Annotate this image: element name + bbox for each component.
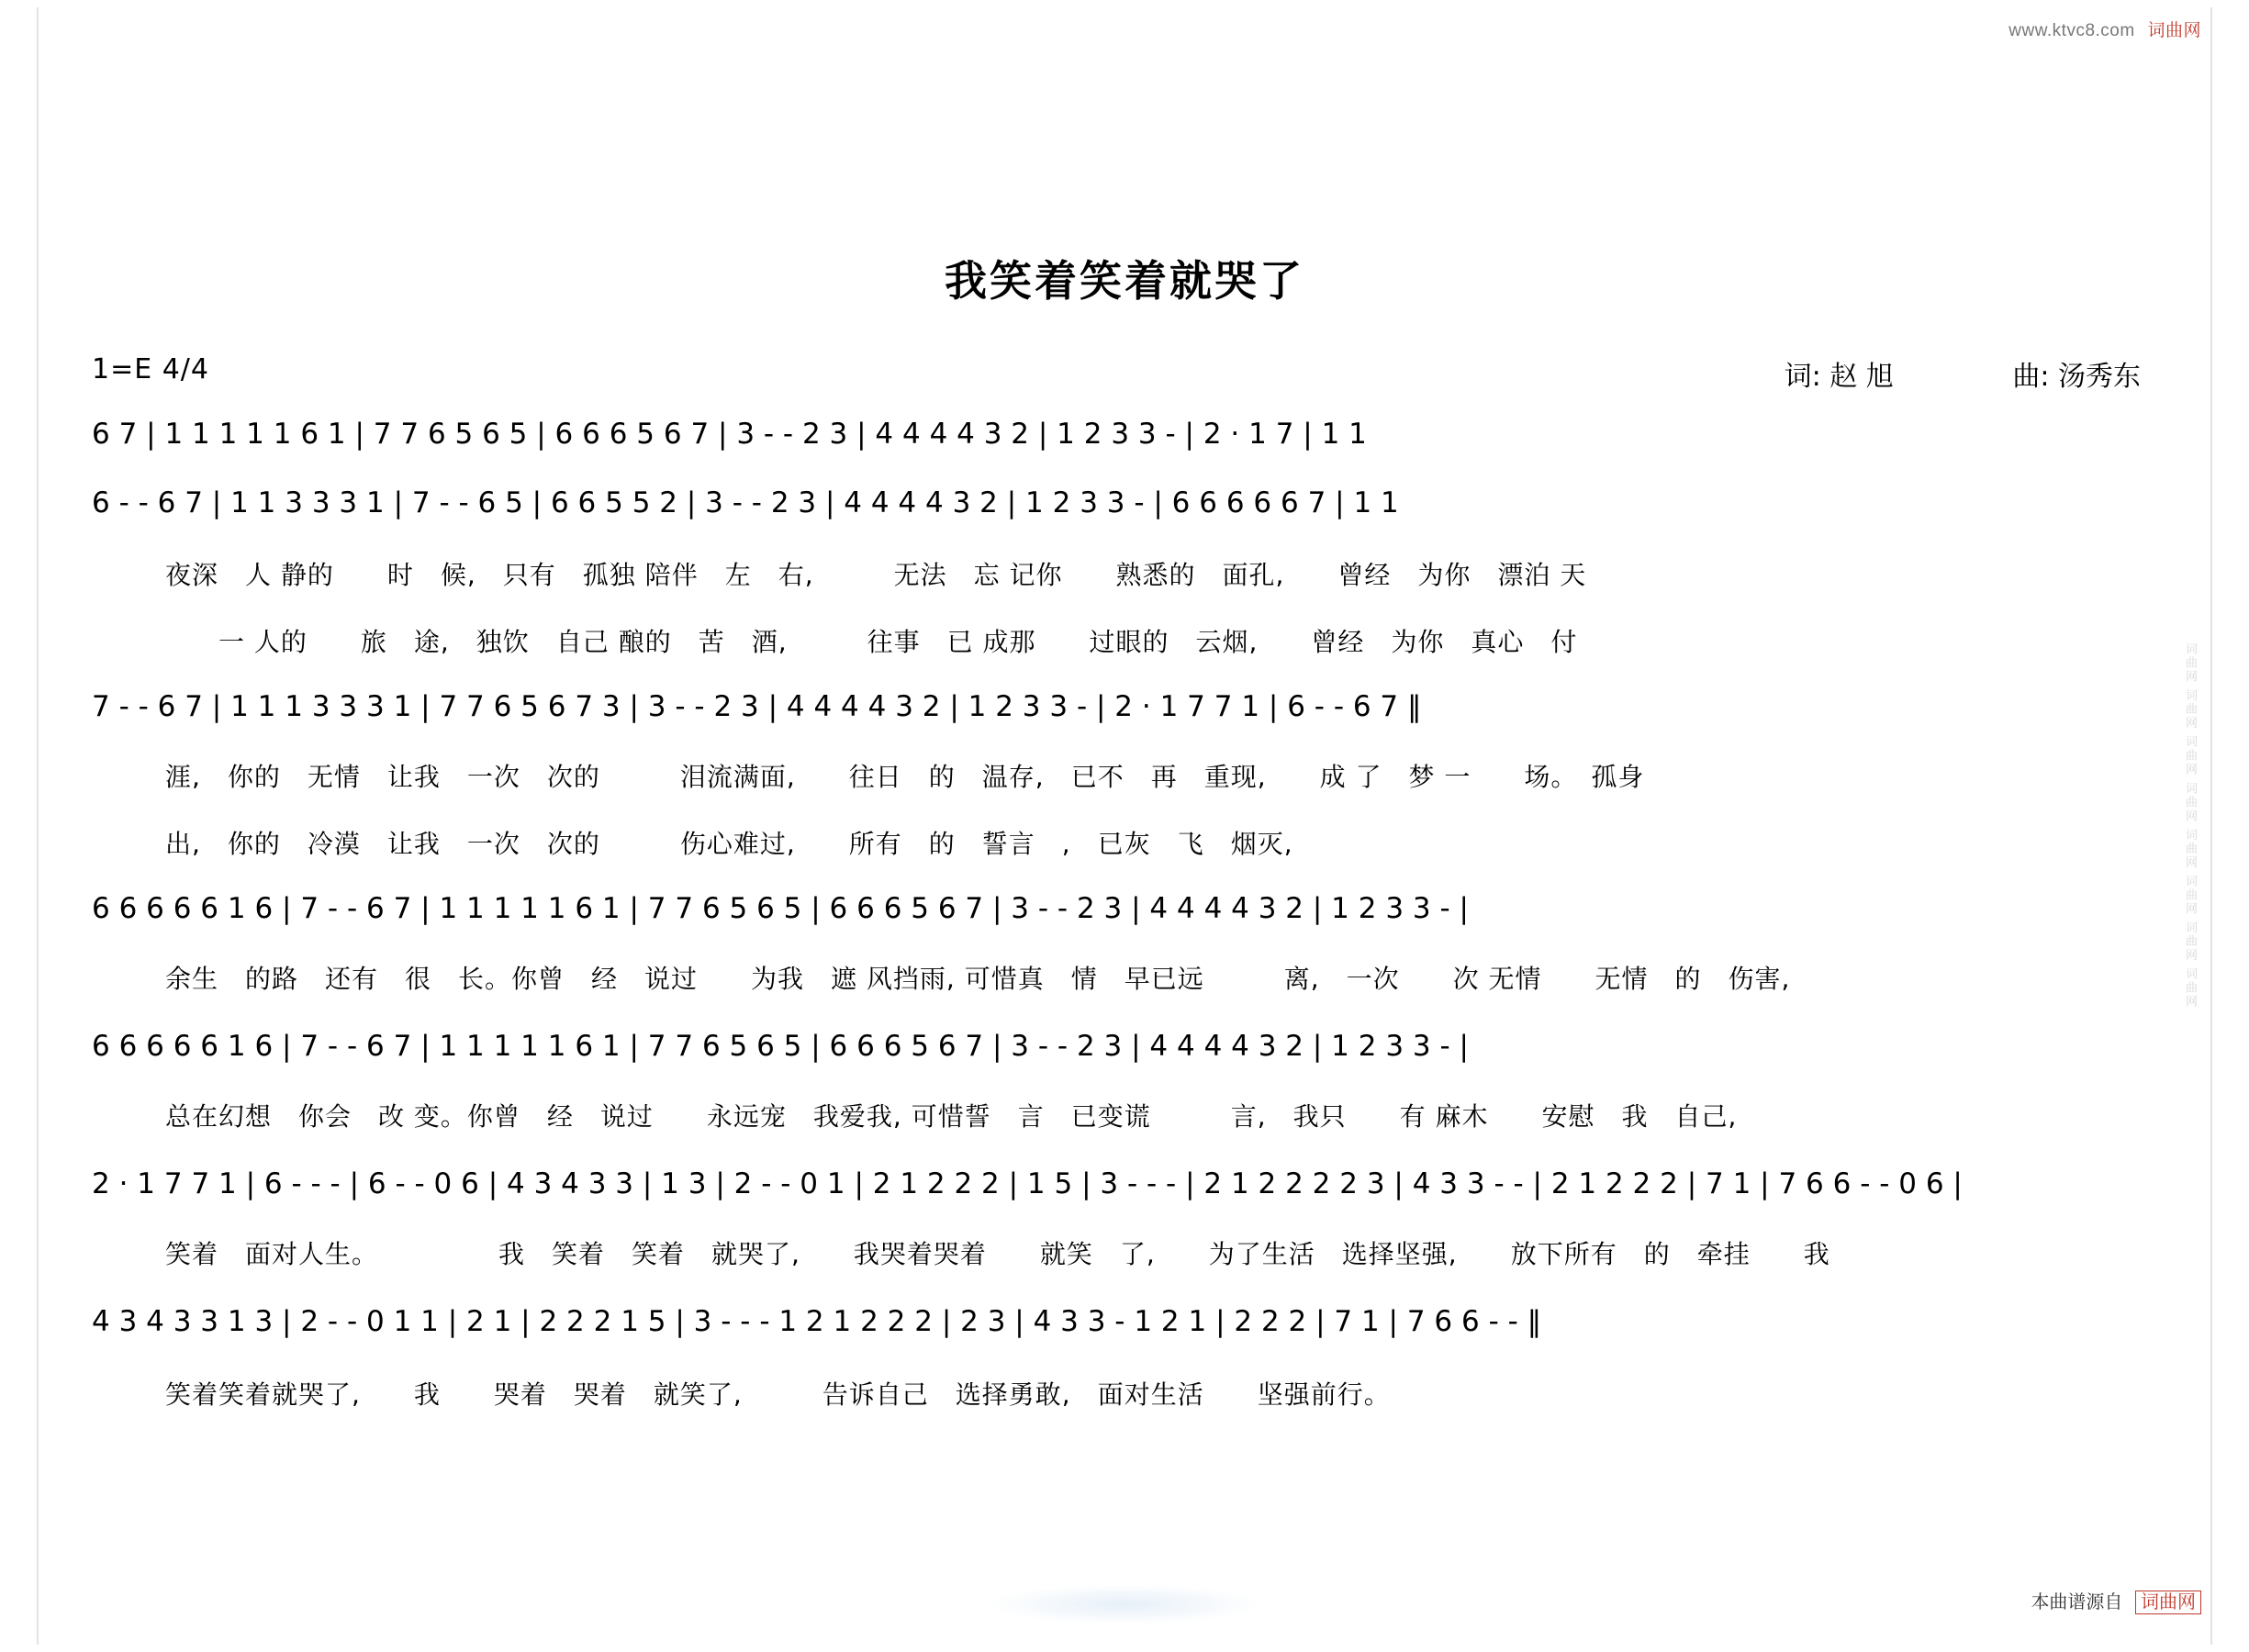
notation-line-3: 7 - - 6 7 | 1 1 1 3 3 3 1 | 7 7 6 5 6 7 3 | 3 - - 2 3 | 4 4 4 4 3 2 | 1 2 3 3 - | 2 · 1 7 7 1 | 6 - - 6 7 ‖	[92, 690, 1422, 723]
lyric-line-4: 出, 你的 冷漠 让我 一次 次的 伤心难过, 所有 的 誓言 , 已灰 飞 烟灭,	[165, 829, 1293, 859]
composer-credit: 曲: 汤秀东	[2012, 361, 2141, 393]
source-site-badge: 词曲网	[2135, 1591, 2201, 1614]
lyric-line-6: 总在幻想 你会 改 变。你曾 经 说过 永远宠 我爱我, 可惜誓 言 已变谎 言, 我只 有 麻木 安慰 我 自己,	[165, 1101, 1738, 1132]
key-signature: 1=E 4/4	[92, 353, 209, 385]
source-footer	[2031, 1587, 2201, 1613]
background-logo	[987, 1584, 1262, 1624]
source-label: 本曲谱源自	[2031, 1592, 2123, 1613]
lyric-line-7: 笑着 面对人生。 我 笑着 笑着 就哭了, 我哭着哭着 就笑 了, 为了生活 选择坚强, 放下所有 的 牵挂 我	[165, 1239, 1830, 1269]
lyric-line-5: 余生 的路 还有 很 长。你曾 经 说过 为我 遮 风挡雨, 可惜真 情 早已远 离, 一次 次 无情 无情 的 伤害,	[165, 964, 1791, 994]
site-name-cn: 词曲网	[2147, 21, 2201, 40]
lyric-line-8: 笑着笑着就哭了, 我 哭着 哭着 就笑了, 告诉自己 选择勇敢, 面对生活 坚强前行。	[165, 1379, 1391, 1410]
notation-line-1: 6 7 | 1 1 1 1 1 6 1 | 7 7 6 5 6 5 | 6 6 6 5 6 7 | 3 - - 2 3 | 4 4 4 4 3 2 | 1 2 3 3 - | 2 · 1 7 | 1 1	[92, 418, 1367, 451]
notation-line-7: 4 3 4 3 3 1 3 | 2 - - 0 1 1 | 2 1 | 2 2 2 1 5 | 3 - - - 1 2 1 2 2 2 | 2 3 | 4 3 3 - 1 2 1 | 2 2 2 | 7 1 | 7 6 6 - - ‖	[92, 1305, 1542, 1338]
credits	[1785, 353, 2141, 394]
right-side-watermark: 词曲网 词曲网 词曲网 词曲网 词曲网 词曲网 词曲网 词曲网	[2184, 642, 2198, 1010]
lyric-line-1: 夜深 人 静的 时 候, 只有 孤独 陪伴 左 右, 无法 忘 记你 熟悉的 面孔, 曾经 为你 漂泊 天	[165, 560, 1587, 590]
lyric-line-3: 涯, 你的 无情 让我 一次 次的 泪流满面, 往日 的 温存, 已不 再 重现, 成 了 梦 一 场。 孤身	[165, 762, 1645, 792]
notation-line-6: 2 · 1 7 7 1 | 6 - - - | 6 - - 0 6 | 4 3 4 3 3 | 1 3 | 2 - - 0 1 | 2 1 2 2 2 | 1 5 | 3 - - - | 2 1 2 2 2 2 3 | 4 3 3 - - | 2 1 2 2 2 | 7 1 | 7 6 6 - - 0 6 |	[92, 1167, 1963, 1200]
page-title: 我笑着笑着就哭了	[945, 256, 1304, 306]
notation-line-2: 6 - - 6 7 | 1 1 3 3 3 1 | 7 - - 6 5 | 6 6 5 5 2 | 3 - - 2 3 | 4 4 4 4 3 2 | 1 2 3 3 - | 6 6 6 6 6 7 | 1 1	[92, 486, 1399, 519]
lyric-line-2: 一 人的 旅 途, 独饮 自己 酿的 苦 酒, 往事 已 成那 过眼的 云烟, 曾经 为你 真心 付	[165, 627, 1578, 657]
notation-line-4: 6 6 6 6 6 1 6 | 7 - - 6 7 | 1 1 1 1 1 6 1 | 7 7 6 5 6 5 | 6 6 6 5 6 7 | 3 - - 2 3 | 4 4 4 4 3 2 | 1 2 3 3 - |	[92, 892, 1469, 925]
site-url: www.ktvc8.com	[2008, 21, 2135, 40]
notation-line-5: 6 6 6 6 6 1 6 | 7 - - 6 7 | 1 1 1 1 1 6 1 | 7 7 6 5 6 5 | 6 6 6 5 6 7 | 3 - - 2 3 | 4 4 4 4 3 2 | 1 2 3 3 - |	[92, 1030, 1469, 1063]
lyricist-credit: 词: 赵 旭	[1784, 361, 1894, 393]
site-watermark	[2008, 17, 2201, 41]
